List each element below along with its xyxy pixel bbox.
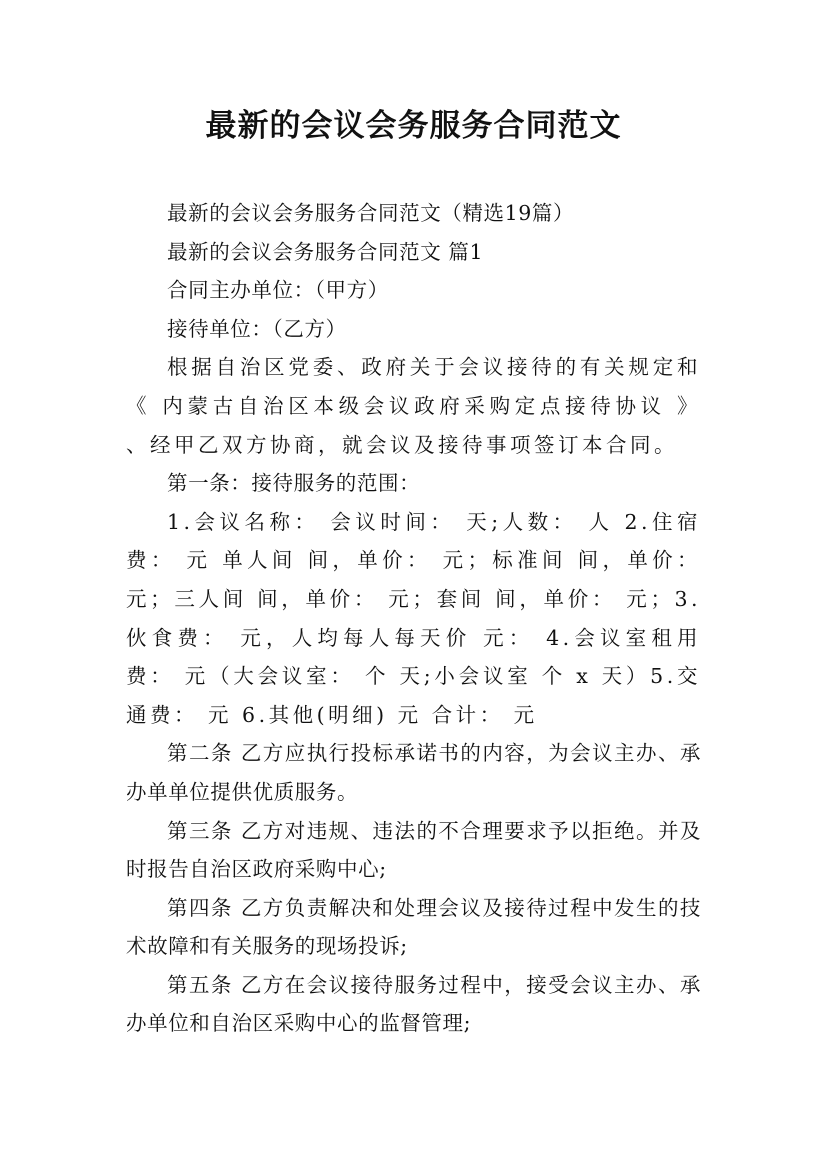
paragraph-article-5: 第五条 乙方在会议接待服务过程中，接受会议主办、承办单位和自治区采购中心的监督管理; — [126, 972, 701, 1036]
paragraph-party-a: 合同主办单位：（甲方） — [167, 278, 389, 303]
paragraph-article-3: 第三条 乙方对违规、违法的不合理要求予以拒绝。并及时报告自治区政府采购中心; — [126, 818, 701, 882]
paragraph-preamble: 根据自治区党委、政府关于会议接待的有关规定和《 内蒙古自治区本级会议政府采购定点接待协议 》 、经甲乙双方协商，就会议及接待事项签订本合同。 — [126, 355, 701, 457]
paragraph-article-2: 第二条 乙方应执行投标承诺书的内容，为会议主办、承办单单位提供优质服务。 — [126, 741, 701, 804]
paragraph-article-1-heading: 第一条：接待服务的范围： — [167, 471, 421, 496]
paragraph-article-1-details: 1.会议名称： 会议时间： 天;人数： 人 2.住宿费： 元 单人间 间，单价： 元；标准间 间，单价： 元；三人间 间，单价： 元；套间 间，单价： 元；3.伙食费： 元，人均每人每天价 元： 4.会议室租用费： 元（大会议室： 个 天;小会议室 个 x 天）5.交通费： 元 6.其他(明细) 元 合计： 元 — [126, 509, 701, 727]
paragraph-party-b: 接待单位：（乙方） — [167, 316, 347, 341]
paragraph-article-4: 第四条 乙方负责解决和处理会议及接待过程中发生的技术故障和有关服务的现场投诉; — [126, 895, 701, 959]
document-body — [126, 194, 701, 1043]
paragraph-section-heading: 最新的会议会务服务合同范文 篇1 — [167, 239, 484, 264]
paragraph-subtitle: 最新的会议会务服务合同范文（精选19篇） — [167, 201, 575, 225]
document-title: 最新的会议会务服务合同范文 — [205, 108, 622, 144]
